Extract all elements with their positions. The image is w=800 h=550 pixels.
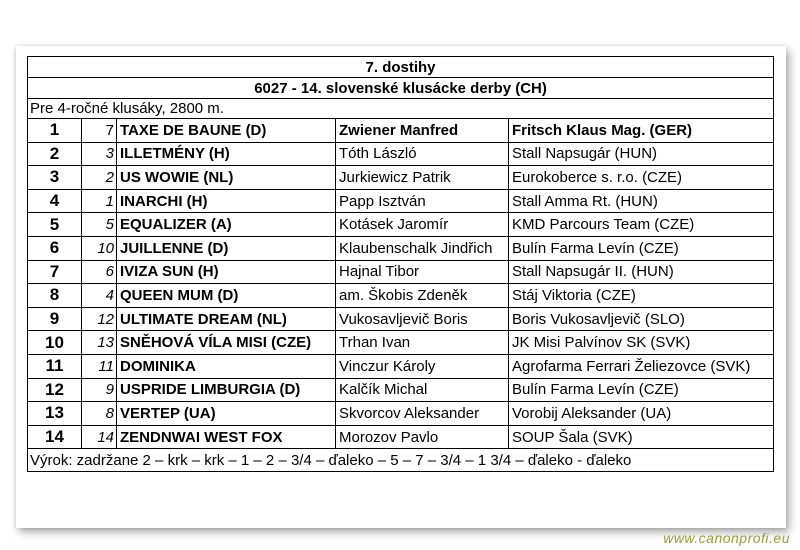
result-row xyxy=(28,331,774,355)
horse-name-cell: SNĚHOVÁ VÍLA MISI (CZE) xyxy=(117,331,336,355)
start-number-cell: 13 xyxy=(82,331,117,355)
margins-footer: Výrok: zadržane 2 – krk – krk – 1 – 2 – 3/4 – ďaleko – 5 – 7 – 3/4 – 1 3/4 – ďaleko - ďaleko xyxy=(28,449,774,472)
start-number-cell: 11 xyxy=(82,354,117,378)
owner-cell: KMD Parcours Team (CZE) xyxy=(509,213,774,237)
start-number-cell: 9 xyxy=(82,378,117,402)
result-row xyxy=(28,425,774,449)
owner-cell: Stall Amma Rt. (HUN) xyxy=(509,189,774,213)
horse-name-cell: ZENDNWAI WEST FOX xyxy=(117,425,336,449)
driver-cell: Papp Isztván xyxy=(336,189,509,213)
start-number-cell: 4 xyxy=(82,284,117,308)
results-sheet xyxy=(16,46,786,528)
owner-cell: Eurokoberce s. r.o. (CZE) xyxy=(509,166,774,190)
start-number-cell: 3 xyxy=(82,142,117,166)
owner-cell: Boris Vukosavljevič (SLO) xyxy=(509,307,774,331)
result-row xyxy=(28,378,774,402)
result-row xyxy=(28,213,774,237)
place-cell: 6 xyxy=(28,236,82,260)
owner-cell: JK Misi Palvínov SK (SVK) xyxy=(509,331,774,355)
owner-cell: Agrofarma Ferrari Želiezovce (SVK) xyxy=(509,354,774,378)
result-row xyxy=(28,260,774,284)
start-number-cell: 2 xyxy=(82,166,117,190)
place-cell: 11 xyxy=(28,354,82,378)
place-cell: 3 xyxy=(28,166,82,190)
owner-cell: Stall Napsugár (HUN) xyxy=(509,142,774,166)
driver-cell: Jurkiewicz Patrik xyxy=(336,166,509,190)
place-cell: 7 xyxy=(28,260,82,284)
place-cell: 5 xyxy=(28,213,82,237)
start-number-cell: 10 xyxy=(82,236,117,260)
race-number-title: 7. dostihy xyxy=(28,57,774,78)
result-row xyxy=(28,307,774,331)
result-row xyxy=(28,189,774,213)
horse-name-cell: ULTIMATE DREAM (NL) xyxy=(117,307,336,331)
start-number-cell: 14 xyxy=(82,425,117,449)
result-row xyxy=(28,142,774,166)
watermark-text: www.canonprofi.eu xyxy=(663,530,790,546)
result-row xyxy=(28,284,774,308)
horse-name-cell: VERTEP (UA) xyxy=(117,402,336,426)
horse-name-cell: USPRIDE LIMBURGIA (D) xyxy=(117,378,336,402)
driver-cell: Kalčík Michal xyxy=(336,378,509,402)
place-cell: 14 xyxy=(28,425,82,449)
horse-name-cell: QUEEN MUM (D) xyxy=(117,284,336,308)
start-number-cell: 7 xyxy=(82,119,117,143)
horse-name-cell: ILLETMÉNY (H) xyxy=(117,142,336,166)
results-table xyxy=(27,56,774,472)
driver-cell: Klaubenschalk Jindřich xyxy=(336,236,509,260)
owner-cell: Bulín Farma Levín (CZE) xyxy=(509,236,774,260)
result-row xyxy=(28,166,774,190)
horse-name-cell: TAXE DE BAUNE (D) xyxy=(117,119,336,143)
horse-name-cell: DOMINIKA xyxy=(117,354,336,378)
owner-cell: Fritsch Klaus Mag. (GER) xyxy=(509,119,774,143)
driver-cell: Vukosavljevič Boris xyxy=(336,307,509,331)
place-cell: 8 xyxy=(28,284,82,308)
horse-name-cell: EQUALIZER (A) xyxy=(117,213,336,237)
driver-cell: Trhan Ivan xyxy=(336,331,509,355)
owner-cell: Stáj Viktoria (CZE) xyxy=(509,284,774,308)
result-row xyxy=(28,236,774,260)
start-number-cell: 5 xyxy=(82,213,117,237)
owner-cell: Vorobij Aleksander (UA) xyxy=(509,402,774,426)
race-conditions: Pre 4-ročné klusáky, 2800 m. xyxy=(28,99,774,119)
result-row xyxy=(28,119,774,143)
place-cell: 12 xyxy=(28,378,82,402)
driver-cell: Zwiener Manfred xyxy=(336,119,509,143)
horse-name-cell: INARCHI (H) xyxy=(117,189,336,213)
driver-cell: Kotásek Jaromír xyxy=(336,213,509,237)
driver-cell: Morozov Pavlo xyxy=(336,425,509,449)
horse-name-cell: IVIZA SUN (H) xyxy=(117,260,336,284)
driver-cell: Hajnal Tibor xyxy=(336,260,509,284)
result-row xyxy=(28,402,774,426)
horse-name-cell: JUILLENNE (D) xyxy=(117,236,336,260)
place-cell: 1 xyxy=(28,119,82,143)
place-cell: 10 xyxy=(28,331,82,355)
start-number-cell: 1 xyxy=(82,189,117,213)
horse-name-cell: US WOWIE (NL) xyxy=(117,166,336,190)
driver-cell: Vinczur Károly xyxy=(336,354,509,378)
owner-cell: SOUP Šala (SVK) xyxy=(509,425,774,449)
result-row xyxy=(28,354,774,378)
place-cell: 9 xyxy=(28,307,82,331)
driver-cell: Skvorcov Aleksander xyxy=(336,402,509,426)
race-name: 6027 - 14. slovenské klusácke derby (CH) xyxy=(28,78,774,99)
driver-cell: Tóth László xyxy=(336,142,509,166)
start-number-cell: 12 xyxy=(82,307,117,331)
start-number-cell: 6 xyxy=(82,260,117,284)
owner-cell: Stall Napsugár II. (HUN) xyxy=(509,260,774,284)
place-cell: 4 xyxy=(28,189,82,213)
driver-cell: am. Škobis Zdeněk xyxy=(336,284,509,308)
place-cell: 2 xyxy=(28,142,82,166)
owner-cell: Bulín Farma Levín (CZE) xyxy=(509,378,774,402)
start-number-cell: 8 xyxy=(82,402,117,426)
place-cell: 13 xyxy=(28,402,82,426)
